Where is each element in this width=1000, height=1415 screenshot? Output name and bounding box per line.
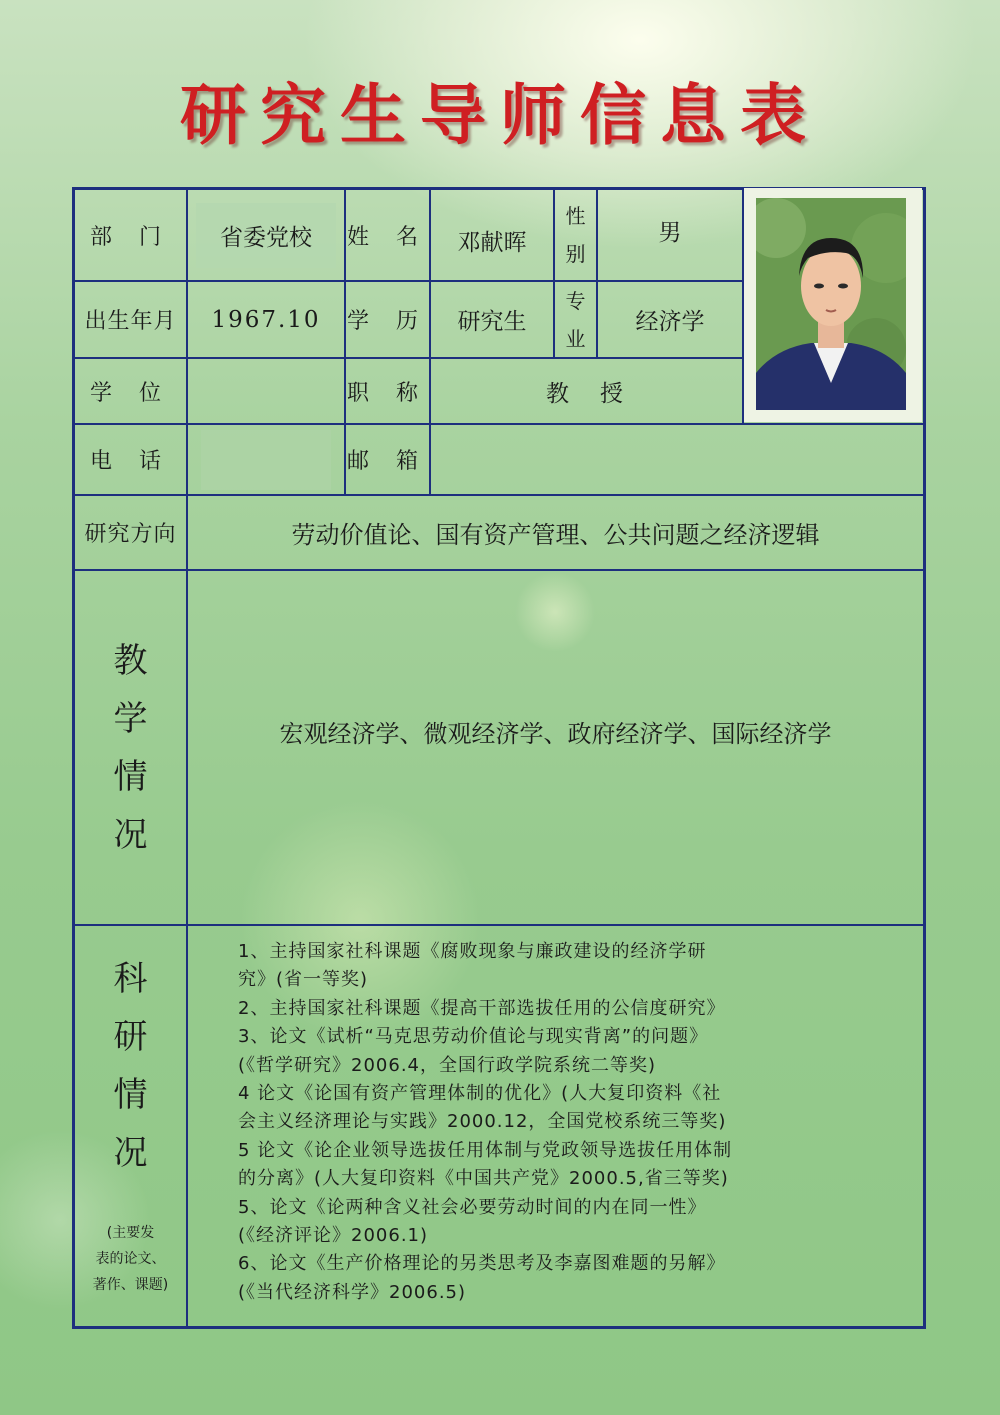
title-value: 教 授: [546, 380, 627, 407]
label-research-chars: [114, 950, 148, 1182]
label-teaching: [75, 571, 186, 924]
name-value: 邓献晖: [457, 229, 527, 256]
birth-value: 1967.10: [211, 306, 321, 333]
label-major-char-2: 业: [565, 326, 586, 351]
research-line: 究》(省一等奖): [238, 969, 369, 991]
label-major: [555, 282, 596, 357]
label-gender-char-2: 别: [565, 242, 586, 266]
gender-value: 男: [658, 219, 682, 246]
portrait-photo: [744, 188, 922, 422]
label-research-direction: 研究方向: [84, 522, 177, 547]
education-value: 研究生: [457, 309, 527, 335]
research-line: 2、主持国家社科课题《提高干部选拔任用的公信度研究》: [238, 997, 726, 1019]
label-degree: 学 位: [90, 380, 171, 406]
research-note-line: (主要发: [106, 1225, 155, 1241]
research-line: (《经济评论》2006.1): [238, 1225, 429, 1247]
label-email: 邮 箱: [347, 449, 428, 474]
label-gender: [555, 190, 596, 280]
label-major-char-1: 专: [565, 288, 586, 313]
research-note-line: 表的论文、: [95, 1251, 166, 1267]
research-line: 5 论文《论企业领导选拔任用体制与党政领导选拔任用体制: [238, 1139, 733, 1161]
label-birth: 出生年月: [84, 309, 177, 334]
email-value: [431, 425, 923, 494]
label-phone: 电 话: [90, 449, 171, 474]
major-value: 经济学: [635, 309, 705, 335]
research-line: (《哲学研究》2006.4，全国行政学院系统二等奖): [238, 1054, 657, 1076]
label-teaching-char-3: 情: [113, 756, 148, 797]
research-line: (《当代经济科学》2006.5): [238, 1281, 467, 1303]
label-research-char-4: 况: [113, 1133, 148, 1173]
research-list: [238, 938, 878, 1307]
research-line: 5、论文《论两种含义社会必要劳动时间的内在同一性》: [238, 1196, 707, 1218]
department-value: 省委党校: [196, 203, 336, 268]
label-teaching-char-4: 况: [113, 814, 148, 855]
portrait-illustration: [756, 198, 906, 410]
phone-cell: [188, 425, 344, 494]
research-line: 6、论文《生产价格理论的另类思考及李嘉图难题的另解》: [238, 1253, 726, 1275]
label-research: [75, 926, 186, 1326]
page-title: 研究生导师信息表: [180, 77, 820, 154]
research-note: [93, 1220, 168, 1298]
label-department: 部 门: [90, 224, 171, 250]
research-line: 会主义经济理论与实践》2000.12，全国党校系统三等奖): [238, 1111, 727, 1133]
label-teaching-char-2: 学: [113, 698, 148, 739]
research-note-line: 著作、课题): [92, 1277, 169, 1293]
label-education: 学 历: [347, 309, 428, 334]
portrait-image: [756, 198, 906, 410]
department-cell: [188, 190, 344, 280]
teaching-value: 宏观经济学、微观经济学、政府经济学、国际经济学: [279, 719, 832, 748]
degree-value: [188, 359, 344, 423]
phone-value: [201, 430, 331, 490]
research-line: 的分离》(人大复印资料《中国共产党》2000.5,省三等奖): [238, 1168, 729, 1190]
label-research-char-3: 情: [113, 1075, 148, 1115]
label-research-char-2: 研: [113, 1017, 148, 1057]
research-direction-value: 劳动价值论、国有资产管理、公共问题之经济逻辑: [291, 521, 820, 549]
label-gender-char-1: 性: [565, 204, 586, 228]
label-title: 职 称: [347, 380, 428, 406]
label-teaching-char-1: 教: [113, 640, 148, 681]
research-line: 4 论文《论国有资产管理体制的优化》(人大复印资料《社: [238, 1083, 722, 1105]
label-name: 姓 名: [347, 224, 428, 250]
label-research-char-1: 科: [113, 959, 148, 999]
research-line: 3、论文《试析“马克思劳动价值论与现实背离”的问题》: [238, 1026, 709, 1048]
research-line: 1、主持国家社科课题《腐败现象与廉政建设的经济学研: [238, 941, 707, 962]
